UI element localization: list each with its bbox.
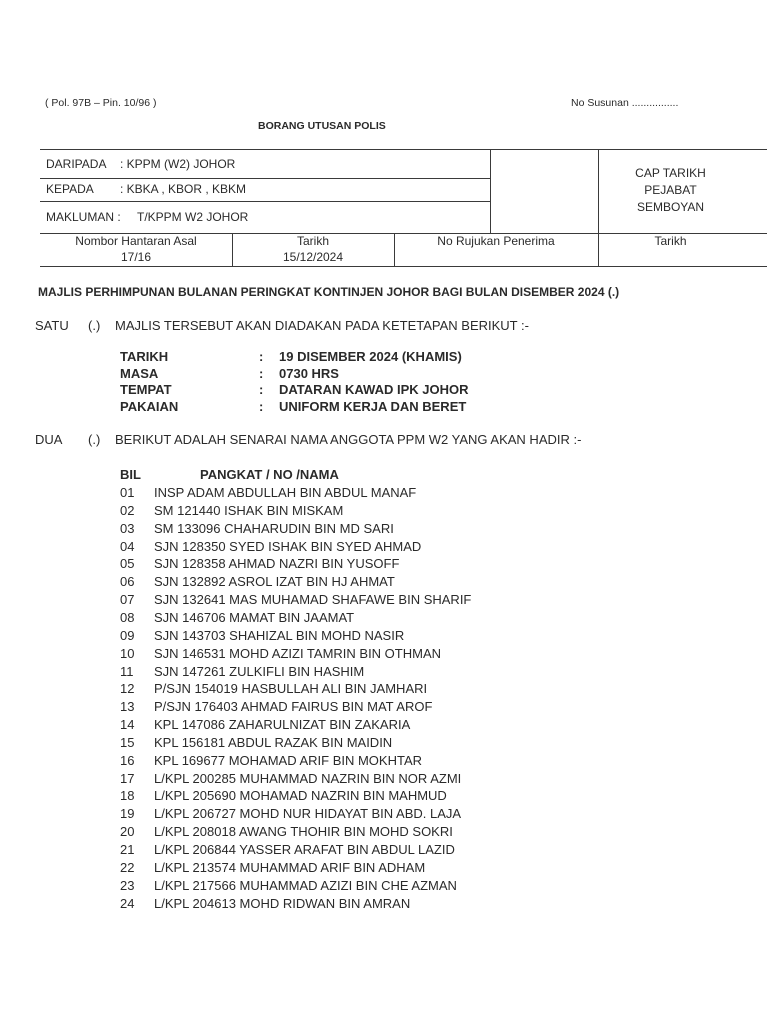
list-item [120, 681, 427, 699]
cap-tarikh-line1: CAP TARIKH [635, 166, 706, 180]
tarikh-penerima-label: Tarikh [654, 234, 687, 248]
row-number: 17 [120, 770, 135, 786]
row-number: 21 [120, 842, 135, 857]
row-number: 01 [120, 485, 135, 500]
row-number: 07 [120, 592, 135, 608]
tarikh-value: 15/12/2024 [282, 250, 344, 264]
list-item [120, 860, 425, 878]
list-item [120, 592, 471, 610]
list-item [120, 539, 421, 557]
subject-heading: MAJLIS PERHIMPUNAN BULANAN PERINGKAT KONTINJEN JOHOR BAGI BULAN DISEMBER 2024 (.) [38, 285, 620, 299]
row-name: SJN 132892 ASROL IZAT BIN HJ AHMAT [154, 574, 395, 590]
row-name: SJN 146531 MOHD AZIZI TAMRIN BIN OTHMAN [154, 645, 442, 661]
detail-colon: : [259, 399, 264, 414]
row-name: L/KPL 206844 YASSER ARAFAT BIN ABDUL LAZID [154, 842, 455, 857]
cap-tarikh-line2: PEJABAT [644, 183, 697, 197]
row-number: 20 [120, 824, 135, 840]
daripada-label: DARIPADA [46, 157, 107, 171]
list-item [120, 485, 416, 503]
row-number: 15 [120, 734, 135, 750]
section-satu-label: SATU [35, 318, 69, 333]
row-number: 24 [120, 895, 135, 911]
nombor-hantaran-label: Nombor Hantaran Asal [75, 234, 197, 248]
row-name: SJN 132641 MAS MUHAMAD SHAFAWE BIN SHARIF [154, 592, 472, 608]
list-item [120, 735, 392, 753]
list-item [120, 521, 394, 539]
row-name: SM 121440 ISHAK BIN MISKAM [154, 502, 344, 518]
row-name: SJN 143703 SHAHIZAL BIN MOHD NASIR [154, 627, 405, 643]
column-bil-header: BIL [120, 467, 141, 482]
detail-key: TARIKH [120, 349, 169, 364]
detail-colon: : [259, 366, 264, 381]
row-number: 03 [120, 520, 135, 536]
row-name: SJN 128358 AHMAD NAZRI BIN YUSOFF [154, 556, 400, 572]
row-number: 02 [120, 502, 135, 518]
list-item [120, 574, 395, 592]
list-item [120, 628, 404, 646]
list-item [120, 753, 422, 771]
row-name: SJN 128350 SYED ISHAK BIN SYED AHMAD [154, 538, 422, 554]
section-dua-label: DUA [35, 432, 63, 447]
detail-value: DATARAN KAWAD IPK JOHOR [279, 382, 469, 397]
list-item [120, 717, 410, 735]
form-code: ( Pol. 97B – Pin. 10/96 ) [45, 97, 157, 109]
section-dua-text: BERIKUT ADALAH SENARAI NAMA ANGGOTA PPM W2 YANG AKAN HADIR :- [115, 432, 582, 447]
row-number: 11 [120, 663, 134, 679]
row-number: 08 [120, 609, 135, 625]
detail-colon: : [259, 349, 264, 364]
list-item [120, 771, 461, 789]
tarikh-label: Tarikh [296, 234, 329, 248]
kepada-value: : KBKA , KBOR , KBKM [120, 182, 247, 196]
row-number: 23 [120, 877, 135, 893]
row-name: SM 133096 CHAHARUDIN BIN MD SARI [154, 520, 394, 536]
list-item [120, 646, 441, 664]
row-number: 18 [120, 788, 135, 804]
row-number: 05 [120, 556, 135, 572]
row-name: L/KPL 204613 MOHD RIDWAN BIN AMRAN [154, 895, 411, 911]
row-name: SJN 147261 ZULKIFLI BIN HASHIM [154, 663, 365, 679]
cap-tarikh-line3: SEMBOYAN [636, 200, 705, 214]
list-item [120, 842, 455, 860]
detail-value: 19 DISEMBER 2024 (KHAMIS) [279, 349, 462, 364]
row-name: P/SJN 154019 HASBULLAH ALI BIN JAMHARI [154, 681, 428, 697]
no-rujukan-label: No Rujukan Penerima [437, 234, 555, 248]
list-item [120, 824, 453, 842]
row-name: INSP ADAM ABDULLAH BIN ABDUL MANAF [154, 485, 417, 500]
detail-key: MASA [120, 366, 159, 381]
row-name: P/SJN 176403 AHMAD FAIRUS BIN MAT AROF [154, 699, 433, 715]
row-name: L/KPL 208018 AWANG THOHIR BIN MOHD SOKRI [154, 824, 453, 840]
detail-value: 0730 HRS [279, 366, 339, 381]
section-dua-marker: (.) [88, 432, 101, 447]
list-item [120, 896, 410, 914]
row-number: 22 [120, 859, 135, 875]
list-item [120, 664, 364, 682]
detail-colon: : [259, 382, 264, 397]
row-name: L/KPL 200285 MUHAMMAD NAZRIN BIN NOR AZMI [154, 770, 462, 786]
row-number: 14 [120, 717, 135, 733]
row-name: L/KPL 206727 MOHD NUR HIDAYAT BIN ABD. LAJA [154, 806, 462, 822]
detail-value: UNIFORM KERJA DAN BERET [279, 399, 467, 414]
section-satu-text: MAJLIS TERSEBUT AKAN DIADAKAN PADA KETETAPAN BERIKUT :- [115, 318, 529, 333]
row-number: 04 [120, 538, 135, 554]
makluman-label: MAKLUMAN : [46, 210, 121, 224]
row-number: 12 [120, 681, 135, 697]
row-number: 16 [120, 752, 135, 768]
list-item [120, 806, 461, 824]
row-name: KPL 147086 ZAHARULNIZAT BIN ZAKARIA [154, 717, 411, 733]
list-item [120, 610, 354, 628]
nombor-hantaran-value: 17/16 [120, 250, 152, 264]
column-name-header: PANGKAT / NO /NAMA [200, 467, 339, 482]
serial-number: No Susunan ................ [571, 97, 679, 109]
detail-key: PAKAIAN [120, 399, 179, 414]
kepada-label: KEPADA [46, 182, 94, 196]
daripada-value: : KPPM (W2) JOHOR [120, 157, 236, 171]
row-name: L/KPL 213574 MUHAMMAD ARIF BIN ADHAM [154, 859, 426, 875]
row-number: 13 [120, 699, 135, 715]
row-number: 09 [120, 627, 135, 643]
list-item [120, 503, 343, 521]
list-item [120, 699, 432, 717]
row-name: L/KPL 217566 MUHAMMAD AZIZI BIN CHE AZMAN [154, 877, 457, 893]
row-name: KPL 169677 MOHAMAD ARIF BIN MOKHTAR [154, 752, 423, 768]
row-number: 19 [120, 806, 135, 822]
row-name: SJN 146706 MAMAT BIN JAAMAT [154, 609, 355, 625]
row-name: KPL 156181 ABDUL RAZAK BIN MAIDIN [154, 734, 393, 750]
row-name: L/KPL 205690 MOHAMAD NAZRIN BIN MAHMUD [154, 788, 447, 804]
form-title: BORANG UTUSAN POLIS [258, 120, 386, 132]
section-satu-marker: (.) [88, 318, 101, 333]
row-number: 06 [120, 574, 135, 590]
list-item [120, 878, 457, 896]
list-item [120, 556, 399, 574]
detail-key: TEMPAT [120, 382, 172, 397]
list-item [120, 788, 447, 806]
row-number: 10 [120, 645, 135, 661]
makluman-value: T/KPPM W2 JOHOR [137, 210, 249, 224]
